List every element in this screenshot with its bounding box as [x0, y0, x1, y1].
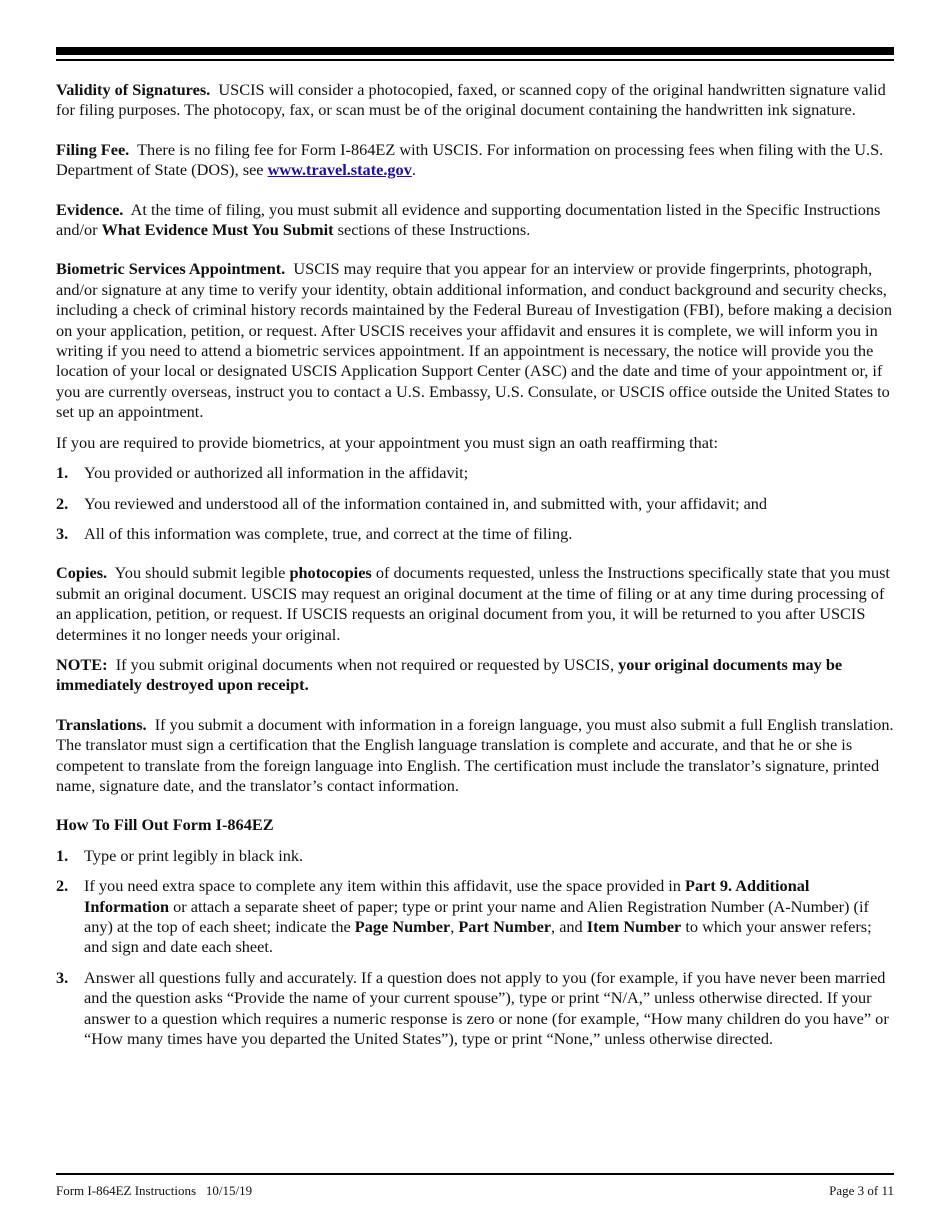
biometric-text: USCIS may require that you appear for an interview or provide fingerprints, photograph, and/or signature at any time to verify your identity, obtain additional information, and conduct background and security checks, including a check of criminal history records maintained by the Federal Bureau of Investigation (FBI), before making a decision on your application, petition, or request. After USCIS receives your affidavit and ensures it is complete, we will inform you in writing if you need to attend a biometric services appointment. If an appointment is necessary, the notice will provide you the location of your local or designated USCIS Application Support Center (ASC) and the date and time of your appointment or, if you are currently overseas, instruct you to contact a U.S. Embassy, U.S. Consulate, or USCIS office outside the United States to set up an appointment. [56, 259, 892, 422]
copies-bold: photocopies [289, 563, 372, 583]
copies-text-2: of documents requested, unless the Instructions specifically state that you must submit an original document. USCIS may request an original document at the time of filing or at any time during processing of an application, petition, or request. If USCIS requests an original document from you, it will be returned to you after USCIS determines it no longer needs your original. [56, 563, 890, 644]
evidence-text-2: sections of these Instructions. [337, 220, 531, 240]
item2-bold-page-number: Page Number [354, 917, 451, 936]
validity-heading: Validity of Signatures. [56, 80, 211, 99]
copies-paragraph [56, 563, 896, 645]
list-item-number: 2. [56, 493, 69, 513]
biometric-paragraph [56, 259, 896, 422]
list-item-number: 3. [56, 967, 69, 987]
filing-fee-paragraph [56, 140, 896, 181]
item2-bold-part9: Part 9. Additional Information [84, 876, 810, 916]
list-item [56, 846, 896, 866]
how-to-heading: How To Fill Out Form I-864EZ [56, 815, 274, 835]
list-item-text: Answer all questions fully and accurately. If a question does not apply to you (for example, if you have never been married and the question asks “Provide the name of your current spouse”), type or print “N/A,” unless otherwise directed. If your answer to a question which requires a numeric response is zero or none (for example, “How many children do you have” or “How many times have you departed the United States”), type or print “None,” unless otherwise directed. [84, 967, 889, 1049]
item2-text-2: or attach a separate sheet of paper; type or print your name and Alien Registration Number (A-Number) (if any) at the top of each sheet; indicate the [84, 896, 869, 936]
list-item-text: All of this information was complete, true, and correct at the time of filing. [84, 523, 573, 543]
translations-text: If you submit a document with information in a foreign language, you must also submit a full English translation. The translator must sign a certification that the English language translation is complete and accurate, and that he or she is competent to translate from the foreign language into English. The certification must include the translator’s signature, printed name, signature date, and the translator’s contact information. [56, 714, 894, 795]
filing-fee-period: . [411, 160, 416, 180]
evidence-bold: What Evidence Must You Submit [101, 220, 334, 240]
list-item-number: 3. [56, 523, 69, 543]
biometric-heading: Biometric Services Appointment. [56, 259, 286, 279]
footer-rule [56, 1173, 894, 1175]
list-item-text: You provided or authorized all information in the affidavit; [84, 463, 469, 483]
item2-bold-item-number: Item Number [586, 917, 682, 936]
filing-fee-text: There is no filing fee for Form I-864EZ with USCIS. For information on processing fees when filing with the U.S. Department of State (DOS), see [56, 139, 884, 180]
item2-text-4: , and [551, 917, 583, 936]
validity-text: USCIS will consider a photocopied, faxed, or scanned copy of the original handwritten signature valid for filing purposes. The photocopy, fax, or scan must be of the original document containing the handwritten ink signature. [56, 80, 886, 120]
biometric-intro: If you are required to provide biometrics, at your appointment you must sign an oath reaffirming that: [56, 432, 719, 452]
list-item-number: 1. [56, 845, 69, 865]
list-item-text: Type or print legibly in black ink. [84, 845, 304, 865]
list-item [56, 463, 896, 483]
footer-form-label: Form I-864EZ Instructions 10/15/19 [56, 1183, 253, 1198]
filing-fee-heading: Filing Fee. [56, 139, 130, 159]
list-item-number: 1. [56, 463, 69, 483]
item2-bold-part-number: Part Number [458, 917, 552, 936]
page-content [56, 80, 896, 1059]
note-heading: NOTE: [56, 654, 108, 674]
list-item [56, 524, 896, 544]
copies-text-1: You should submit legible [114, 563, 286, 583]
list-item-text: You reviewed and understood all of the information contained in, and submitted with, your affidavit; and [84, 493, 768, 513]
travel-state-gov-link[interactable]: www.travel.state.gov [267, 160, 412, 180]
header-rule-thick [56, 47, 894, 55]
copies-heading: Copies. [56, 563, 108, 583]
item2-text-1: If you need extra space to complete any item within this affidavit, use the space provided in [84, 876, 681, 896]
list-item [56, 494, 896, 514]
list-item-number: 2. [56, 876, 69, 896]
note-text: If you submit original documents when not required or requested by USCIS, [115, 654, 615, 674]
evidence-text-1: At the time of filing, you must submit all evidence and supporting documentation listed in the Specific Instructions and/or [56, 199, 881, 240]
list-item [56, 968, 896, 1050]
header-rule-thin [56, 59, 894, 61]
note-bold: your original documents may be immediately destroyed upon receipt. [56, 654, 843, 695]
evidence-heading: Evidence. [56, 199, 124, 219]
list-item-text [84, 876, 896, 958]
list-item [56, 876, 896, 958]
footer-page-number: Page 3 of 11 [829, 1183, 894, 1198]
item2-text-5: to which your answer refers; and sign and date each sheet. [84, 917, 872, 957]
item2-text-3: , [450, 917, 455, 936]
evidence-paragraph [56, 200, 896, 241]
validity-paragraph [56, 80, 896, 121]
note-paragraph [56, 655, 896, 696]
translations-heading: Translations. [56, 714, 147, 734]
translations-paragraph [56, 715, 896, 797]
